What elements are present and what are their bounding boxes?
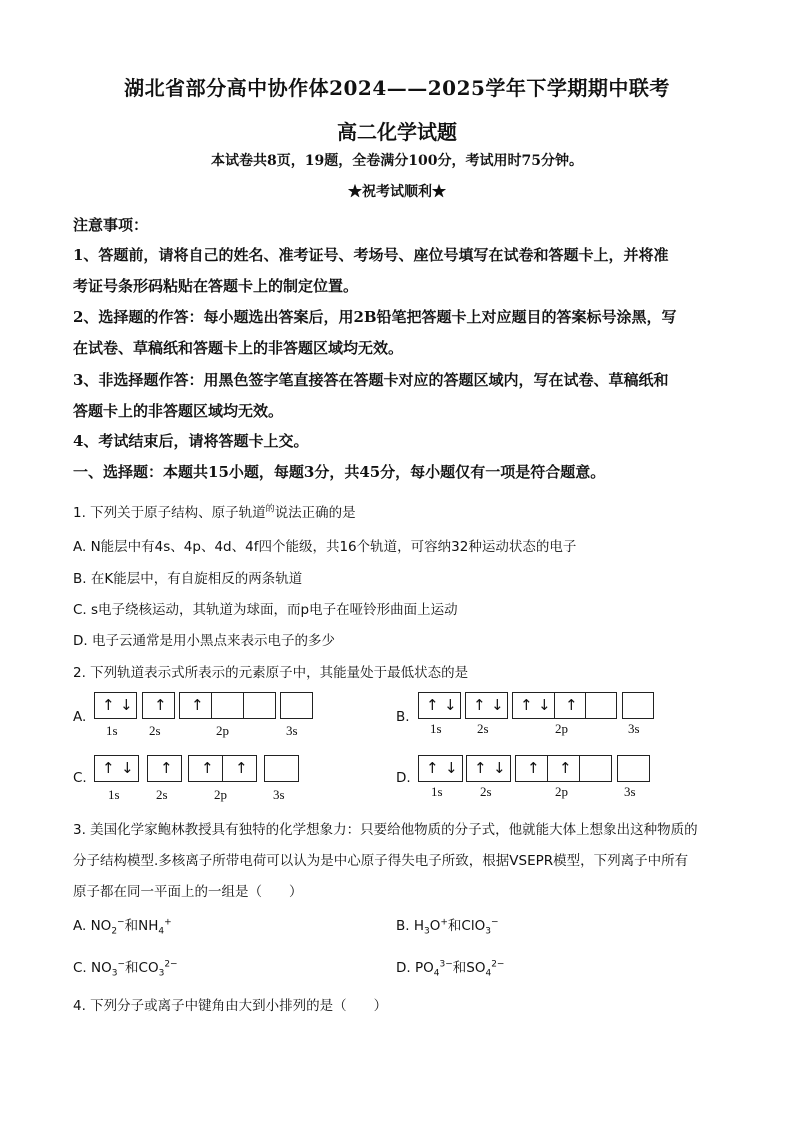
q1-stem-part-a: 1. 下列关于原子结构、原子轨道 [73, 505, 266, 521]
q1-stem [73, 501, 356, 521]
label-1s: 1s [430, 721, 442, 736]
label-3s: 3s [628, 721, 640, 736]
q3-stem-line2: 分子结构模型.多核离子所带电荷可以认为是中心原子得失电子所致，根据VSEPR模型，下列离子中所有 [73, 853, 689, 869]
q3-b-sup-0: + [440, 917, 448, 928]
down-arrow: ↓ [120, 696, 133, 714]
note-1-line2: 考证号条形码粘贴在答题卡上的制定位置。 [73, 277, 359, 295]
q3-c-formula-1: C. NO [73, 960, 112, 976]
orbital-box-1s [94, 692, 137, 719]
label-2p: 2p [216, 723, 229, 738]
q3-c-sub-2: 3 [158, 968, 165, 979]
label-3s: 3s [286, 723, 298, 738]
q3-c-sub-1: 3 [111, 968, 118, 979]
q2-option-a-letter: A. [73, 709, 87, 725]
q3-a-sub-2: 4 [158, 926, 165, 937]
label-2s: 2s [156, 787, 168, 802]
orbital-box-1s [94, 755, 139, 782]
orbital-box-2p-1 [179, 692, 212, 719]
label-2s: 2s [480, 784, 492, 799]
q3-d-sub-1: 4 [433, 968, 440, 979]
q3-a-sup-2: + [164, 917, 172, 928]
orbital-box-2s [147, 755, 182, 782]
orbital-box-2p-3 [579, 755, 612, 782]
up-arrow: ↑ [191, 696, 204, 714]
label-2p: 2p [555, 721, 568, 736]
orbital-box-2s [466, 755, 511, 782]
orbital-box-2s [142, 692, 175, 719]
q1-option-a: A. N能层中有4s、4p、4d、4f四个能级，共16个轨道，可容纳32种运动状态的电子 [73, 539, 577, 555]
q3-option-c [73, 956, 178, 979]
q3-c-sup-1: − [117, 959, 126, 970]
up-arrow: ↑ [426, 696, 439, 714]
notes-heading: 注意事项： [73, 216, 149, 234]
down-arrow: ↓ [444, 696, 457, 714]
q3-option-b [396, 914, 499, 937]
q4-stem: 4. 下列分子或离子中键角由大到小排列的是（ ） [73, 998, 388, 1014]
orbital-box-2p-2 [211, 692, 244, 719]
up-arrow: ↑ [520, 696, 533, 714]
q3-a-formula-1: A. NO [73, 918, 112, 934]
label-2s: 2s [477, 721, 489, 736]
q3-d-sup-2: 2− [491, 959, 505, 970]
q2-option-c-letter: C. [73, 770, 87, 786]
note-3-line2: 答题卡上的非答题区域均无效。 [73, 402, 284, 420]
orbital-box-2p-3 [243, 692, 276, 719]
exam-subject-title: 高二化学试题 [337, 120, 457, 144]
orbital-box-1s [418, 755, 463, 782]
q3-d-formula-2: 和SO [452, 960, 486, 976]
q3-d-sub-2: 4 [485, 968, 492, 979]
q2-stem: 2. 下列轨道表示式所表示的元素原子中，其能量处于最低状态的是 [73, 665, 469, 681]
orbital-box-3s [622, 692, 654, 719]
orbital-box-2p-2 [554, 692, 586, 719]
q3-option-d [396, 956, 504, 979]
q3-option-a [73, 914, 172, 937]
up-arrow: ↑ [474, 759, 487, 777]
label-1s: 1s [108, 787, 120, 802]
up-arrow: ↑ [426, 759, 439, 777]
q3-a-formula-2: 和NH [124, 918, 159, 934]
q3-b-sub-0: 3 [424, 926, 430, 937]
exam-title: 湖北省部分高中协作体2024——2025学年下学期期中联考 [124, 76, 670, 100]
q2-option-d-letter: D. [396, 770, 411, 786]
q3-b-formula-1b: O [429, 918, 441, 934]
label-3s: 3s [624, 784, 636, 799]
section-1-heading: 一、选择题：本题共15小题，每题3分，共45分，每小题仅有一项是符合题意。 [73, 463, 606, 481]
orbital-box-2s [465, 692, 508, 719]
q1-stem-sup: 的 [265, 504, 275, 515]
q3-stem-line3: 原子都在同一平面上的一组是（ ） [73, 884, 303, 900]
q3-a-sup-1: − [117, 917, 125, 928]
orbital-box-2p-2 [547, 755, 580, 782]
orbital-box-2p-3 [585, 692, 617, 719]
up-arrow: ↑ [160, 759, 173, 777]
orbital-box-3s [617, 755, 650, 782]
q3-b-sub-2: 3 [485, 926, 491, 937]
label-2p: 2p [214, 787, 227, 802]
q3-c-sup-2: 2− [164, 959, 178, 970]
down-arrow: ↓ [493, 759, 506, 777]
label-1s: 1s [106, 723, 118, 738]
q3-b-formula-2: 和ClO [447, 918, 486, 934]
orbital-box-2p-1 [515, 755, 548, 782]
orbital-box-1s [418, 692, 461, 719]
note-1-line1: 1、答题前，请将自己的姓名、准考证号、考场号、座位号填写在试卷和答题卡上，并将准 [73, 246, 669, 264]
label-1s: 1s [431, 784, 443, 799]
up-arrow: ↑ [559, 759, 572, 777]
label-3s: 3s [273, 787, 285, 802]
orbital-box-3s [264, 755, 299, 782]
q3-a-sub-1: 2 [111, 926, 118, 937]
q1-option-c: C. s电子绕核运动，其轨道为球面，而p电子在哑铃形曲面上运动 [73, 602, 458, 618]
up-arrow: ↑ [565, 696, 578, 714]
up-arrow: ↑ [235, 759, 248, 777]
q3-b-formula-1: B. H [396, 918, 424, 934]
up-arrow: ↑ [154, 696, 167, 714]
q1-option-b: B. 在K能层中，有自旋相反的两条轨道 [73, 571, 303, 587]
down-arrow: ↓ [445, 759, 458, 777]
q3-stem-line1: 3. 美国化学家鲍林教授具有独特的化学想象力：只要给他物质的分子式，他就能大体上想象出这种物质的 [73, 822, 698, 838]
up-arrow: ↑ [473, 696, 486, 714]
orbital-box-3s [280, 692, 313, 719]
q3-b-sup-2: − [490, 917, 499, 928]
down-arrow: ↓ [121, 759, 134, 777]
note-3-line1: 3、非选择题作答：用黑色签字笔直接答在答题卡对应的答题区域内，写在试卷、草稿纸和 [73, 371, 669, 389]
note-2-line2: 在试卷、草稿纸和答题卡上的非答题区域均无效。 [73, 339, 404, 357]
q3-c-formula-2: 和CO [125, 960, 159, 976]
down-arrow: ↓ [538, 696, 551, 714]
q3-d-formula-1: D. PO [396, 960, 434, 976]
orbital-box-2p-1 [188, 755, 223, 782]
q1-stem-part-b: 说法正确的是 [274, 505, 356, 521]
q3-d-sup-1: 3− [439, 959, 453, 970]
down-arrow: ↓ [491, 696, 504, 714]
orbital-box-2p-1 [512, 692, 555, 719]
up-arrow: ↑ [102, 759, 115, 777]
up-arrow: ↑ [527, 759, 540, 777]
q2-option-b-letter: B. [396, 709, 410, 725]
up-arrow: ↑ [201, 759, 214, 777]
exam-wish: ★祝考试顺利★ [348, 184, 446, 200]
up-arrow: ↑ [102, 696, 115, 714]
exam-info: 本试卷共8页，19题，全卷满分100分，考试用时75分钟。 [211, 153, 583, 169]
q1-option-d: D. 电子云通常是用小黑点来表示电子的多少 [73, 633, 335, 649]
label-2p: 2p [555, 784, 568, 799]
note-2-line1: 2、选择题的作答：每小题选出答案后，用2B铅笔把答题卡上对应题目的答案标号涂黑，写 [73, 308, 677, 326]
orbital-box-2p-2 [222, 755, 257, 782]
note-4: 4、考试结束后，请将答题卡上交。 [73, 432, 309, 450]
label-2s: 2s [149, 723, 161, 738]
